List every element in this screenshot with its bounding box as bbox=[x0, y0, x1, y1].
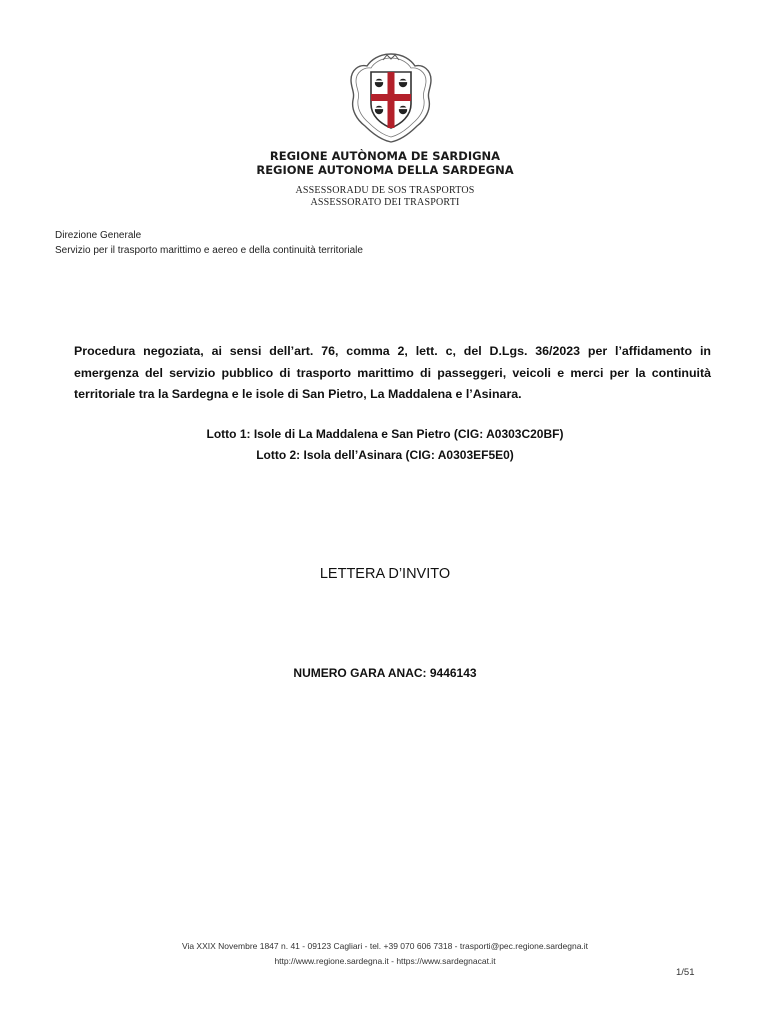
assessorato-italian: ASSESSORATO DEI TRASPORTI bbox=[310, 197, 460, 208]
footer-address: Via XXIX Novembre 1847 n. 41 - 09123 Cagliari - tel. +39 070 606 7318 - trasporti@pec.regione.sardegna.it bbox=[181, 941, 589, 951]
lot-1: Lotto 1: Isole di La Maddalena e San Pietro (CIG: A0303C20BF) bbox=[206, 427, 564, 441]
lot-2: Lotto 2: Isola dell’Asinara (CIG: A0303EF5E0) bbox=[256, 448, 514, 462]
page-number: 1/51 bbox=[676, 967, 695, 978]
document-title: LETTERA D’INVITO bbox=[319, 566, 451, 582]
region-name-sardinian: REGIONE AUTÒNOMA DE SARDIGNA bbox=[269, 149, 501, 163]
procedure-paragraph: Procedura negoziata, ai sensi dell’art. 76, comma 2, lett. c, del D.Lgs. 36/2023 per l’affidamento in emergenza del servizio pubblico di trasporto marittimo di passeggeri, veicoli e merci per la continuità territoriale tra la Sardegna e le isole di San Pietro, La Maddalena e l’Asinara. bbox=[74, 344, 711, 401]
assessorato-sardinian: ASSESSORADU DE SOS TRASPORTOS bbox=[295, 185, 475, 196]
sardinia-coat-of-arms-icon bbox=[345, 52, 437, 144]
region-name-italian: REGIONE AUTONOMA DELLA SARDEGNA bbox=[256, 163, 514, 177]
tender-number: NUMERO GARA ANAC: 9446143 bbox=[293, 666, 477, 680]
office-service: Servizio per il trasporto marittimo e aereo e della continuità territoriale bbox=[55, 245, 363, 256]
office-direction: Direzione Generale bbox=[55, 230, 142, 241]
footer-web-links: http://www.regione.sardegna.it - https://www.sardegnacat.it bbox=[274, 956, 496, 966]
